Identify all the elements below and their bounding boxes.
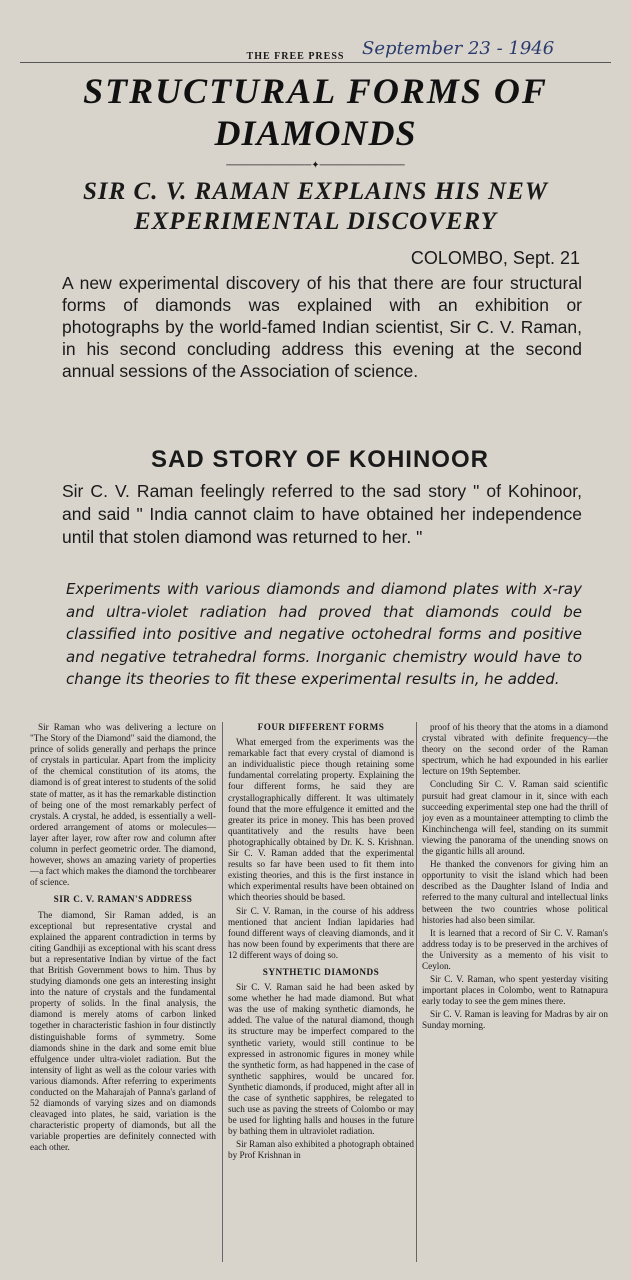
dateline: COLOMBO, Sept. 21	[410, 248, 580, 268]
paragraph: The diamond, Sir Raman added, is an exceptional but representative crystal and explained the apparent contradiction in terms by citing Gandhiji as exceptional with his scant dress but a representative Indian by virtue of the fact that British Government bows to him. Thus by studying diamonds one gets an interesting insight into the nature of crystals and the fundamental property of solids. In the final analysis, the diamond is merely atoms of carbon linked together in characteristic fashion in four distinctly distinguishable forms of symmetry. Some diamonds shine in the dark and some emit blue effulgence under ultra-violet radiation. But the intensity of light as well as the colour varies with various diamonds. After referring to experiments conducted on the Maharajah of Panna's garland of 52 diamonds of varying sizes and on diamonds cleavaged into plates, he said, variation is the characteristic property of diamonds, but all the variable properties are definitely connected with each other.	[30, 909, 216, 1153]
handwritten-date: September 23 - 1946	[362, 38, 555, 59]
paragraph: Sir C. V. Raman, who spent yesterday visiting important places in Colombo, went to Ratnapura early today to see the gem mines there.	[422, 974, 608, 1007]
column-3	[422, 722, 608, 1262]
paper-name: THE FREE PRESS	[246, 51, 345, 62]
column-1	[30, 722, 216, 1262]
paragraph: Concluding Sir C. V. Raman said scientific pursuit had great clamour in it, since with each succeeding experimental step one had the thrill of joy even as a mountaineer attempting to climb the Kinchinchenga will feel, standing on its summit viewing the panorama of the unending snows on the gigantic hills all around.	[422, 779, 608, 857]
ornament-divider: ────────────✦────────────	[226, 160, 405, 171]
subheadline-line2: EXPERIMENTAL DISCOVERY	[133, 208, 498, 235]
headline-line1: STRUCTURAL FORMS OF	[83, 71, 548, 111]
paragraph: proof of his theory that the atoms in a diamond crystal vibrated with definite frequency—the theory on the second order of the Raman spectrum, which he had expounded in his earlier lecture on 19th September.	[422, 722, 608, 777]
lead-paragraph: A new experimental discovery of his that there are four structural forms of diamonds was explained with an exhibition or photographs by the world-famed Indian scientist, Sir C. V. Raman, in his second concluding address this evening at the second annual sessions of the Association of science.	[62, 273, 582, 381]
paragraph: Sir C. V. Raman is leaving for Madras by air on Sunday morning.	[422, 1009, 608, 1031]
kohinoor-heading: SAD STORY OF KOHINOOR	[151, 446, 489, 473]
paragraph: He thanked the convenors for giving him an opportunity to visit the island which had been described as the Daughter Island of India and referred to the many cultural and intellectual links between the two countries whose political histories had also been similar.	[422, 859, 608, 925]
experiments-paragraph: Experiments with various diamonds and diamond plates with x-ray and ultra-violet radiation had proved that diamonds could be classified into positive and negative octohedral forms and positive and negative tetrahedral forms. Inorganic chemistry would have to change its theories to fit these experimental results in, he added.	[66, 580, 582, 688]
masthead-rule	[20, 62, 611, 63]
column-heading: FOUR DIFFERENT FORMS	[257, 722, 385, 732]
subheadline-line1: SIR C. V. RAMAN EXPLAINS HIS NEW	[82, 178, 549, 205]
paragraph: What emerged from the experiments was the remarkable fact that every crystal of diamond is an individualistic piece though retaining some fundamental correlating property. Explaining the four different forms, he said they are crystallographically different. It was ultimately found that the more effulgence it emitted and the greater its price in money. This has been proved quantitatively and the results have been photographically obtained by Dr. K. S. Krishnan. Sir C. V. Raman added that the experimental results so far have been used to fit them into existing theories, and this is the first instance in which experimental results have been obtained on which theories should be based.	[228, 737, 414, 903]
paragraph: Sir C. V. Raman, in the course of his address mentioned that ancient Indian lapidaries had found different ways of cleaving diamonds, and it has now been found by experiments that there are 12 different ways of doing so.	[228, 905, 414, 960]
paragraph: Sir Raman who was delivering a lecture on "The Story of the Diamond" said the diamond, the prince of solids generally and perhaps the prince of crystals in particular. Apart from the implicity of the chemical constitution of its atoms, the diamond is of great interest to students of the solid state of matter, as it has the remarkable distinction of being one of the most remarkably perfect of crystals. A crystal, he added, is essentially a well-ordered arrangement of atoms or molecules—layer after layer, row after row and column after column in perfect geometric order. The diamond, however, shows an amazing variety of properties—a fact which makes the diamond the torchbearer of science.	[30, 722, 216, 888]
paragraph: Sir C. V. Raman said he had been asked by some whether he had made diamond. But what was the use of making synthetic diamonds, he added. The value of the natural diamond, though its structure may be imperfect compared to the synthetic variety, would still continue to be expressed in astronomic figures in money while the synthetic form, as had happened in the case of synthetic sapphires, would be uncared for. Synthetic diamonds, if produced, might after all in the case of synthetic sapphires, be relegated to such use as paving the streets of Colombo or may be used for lighting halls and houses in the future by bathing them in ultraviolet radiation.	[228, 982, 414, 1137]
kohinoor-quote: Sir C. V. Raman feelingly referred to the sad story " of Kohinoor, and said " India cannot claim to have obtained her independence until that stolen diamond was returned to her. "	[62, 481, 582, 547]
column-heading: SYNTHETIC DIAMONDS	[262, 966, 380, 977]
paragraph: Sir Raman also exhibited a photograph obtained by Prof Krishnan in	[228, 1139, 414, 1161]
column-2	[228, 722, 414, 1262]
column-heading: SIR C. V. RAMAN'S ADDRESS	[53, 894, 193, 905]
body-columns	[30, 722, 610, 1262]
paragraph: It is learned that a record of Sir C. V. Raman's address today is to be preserved in the archives of the University as a memento of his visit to Ceylon.	[422, 927, 608, 971]
headline-line2: DIAMONDS	[214, 113, 417, 153]
